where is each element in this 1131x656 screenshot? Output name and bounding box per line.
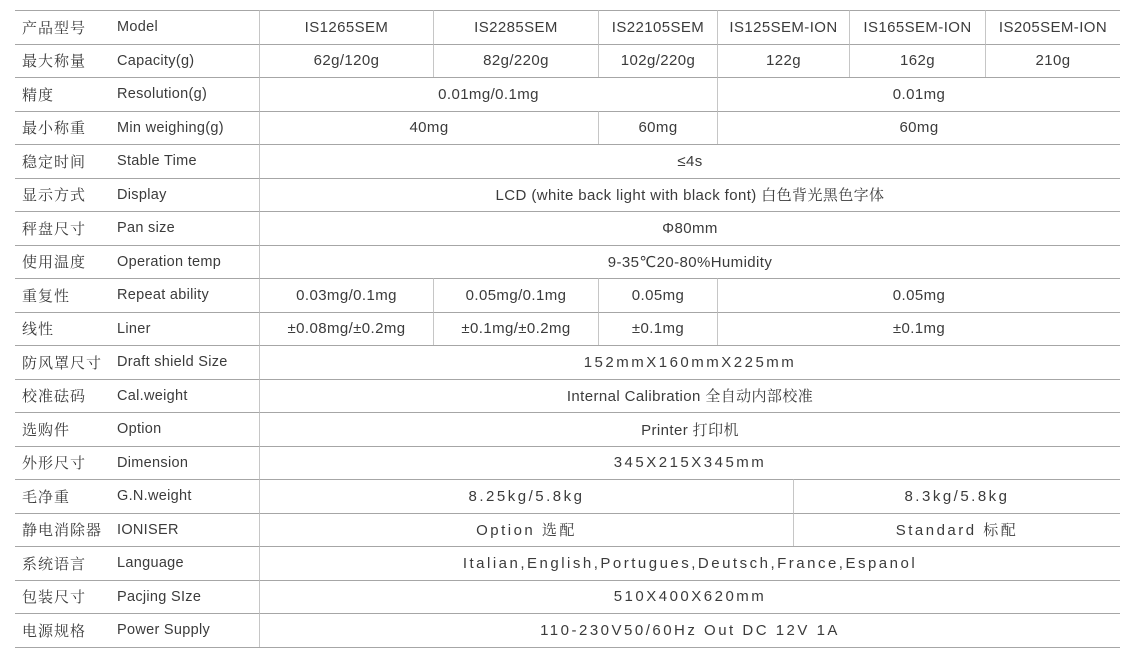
- spec-value-cell: ≤4s: [259, 144, 1120, 178]
- spec-value-cell: 0.01mg: [717, 77, 1120, 111]
- row-label: [15, 10, 259, 44]
- spec-value-cell: ±0.1mg/±0.2mg: [433, 312, 598, 346]
- row-label-english: Operation temp: [117, 253, 222, 270]
- row-label: [15, 44, 259, 78]
- row-label-chinese: 精度: [22, 86, 55, 104]
- row-label: [15, 211, 259, 245]
- spec-value-cell: 60mg: [717, 111, 1120, 145]
- row-label-english: Cal.weight: [117, 387, 188, 404]
- row-label-chinese: 包装尺寸: [22, 589, 87, 607]
- spec-value-cell: Printer 打印机: [259, 412, 1120, 446]
- row-label-chinese: 重复性: [22, 287, 71, 305]
- row-label: [15, 345, 259, 379]
- row-label-english: G.N.weight: [117, 488, 192, 505]
- spec-value-cell: 40mg: [259, 111, 598, 145]
- spec-value-cell: 0.05mg/0.1mg: [433, 278, 598, 312]
- spec-value-cell: 122g: [717, 44, 849, 78]
- row-label: [15, 613, 259, 647]
- row-label-english: Display: [117, 186, 167, 203]
- spec-value-cell: Internal Calibration 全自动内部校准: [259, 379, 1120, 413]
- spec-value-cell: Standard 标配: [793, 513, 1120, 547]
- row-label: [15, 144, 259, 178]
- row-label-english: Resolution(g): [117, 86, 208, 103]
- row-label: [15, 580, 259, 614]
- row-label-english: Capacity(g): [117, 52, 195, 69]
- row-label-english: Stable Time: [117, 153, 197, 170]
- spec-value-cell: 510X400X620mm: [259, 580, 1120, 614]
- row-label-english: Option: [117, 421, 162, 438]
- spec-value-cell: 110-230V50/60Hz Out DC 12V 1A: [259, 613, 1120, 647]
- row-label-english: IONISER: [117, 521, 179, 538]
- row-label: [15, 479, 259, 513]
- spec-value-cell: 0.01mg/0.1mg: [259, 77, 717, 111]
- spec-value-cell: 8.3kg/5.8kg: [793, 479, 1120, 513]
- spec-sheet: [15, 10, 1120, 648]
- spec-value-cell: IS165SEM-ION: [849, 10, 985, 44]
- row-label-chinese: 选购件: [22, 421, 71, 439]
- spec-value-cell: ±0.1mg: [717, 312, 1120, 346]
- row-label-chinese: 产品型号: [22, 19, 87, 37]
- row-label-chinese: 使用温度: [22, 254, 87, 272]
- row-label-chinese: 外形尺寸: [22, 455, 87, 473]
- row-label-chinese: 稳定时间: [22, 153, 87, 171]
- spec-value-cell: ±0.08mg/±0.2mg: [259, 312, 433, 346]
- row-label-english: Power Supply: [117, 622, 211, 639]
- row-label-english: Language: [117, 555, 184, 572]
- spec-value-cell: LCD (white back light with black font) 白色背光黑色字体: [259, 178, 1120, 212]
- row-label: [15, 245, 259, 279]
- row-label-chinese: 显示方式: [22, 187, 87, 205]
- row-label-chinese: 毛净重: [22, 488, 71, 506]
- spec-value-cell: 8.25kg/5.8kg: [259, 479, 793, 513]
- row-label-english: Model: [117, 19, 158, 36]
- row-label: [15, 178, 259, 212]
- spec-value-cell: 345X215X345mm: [259, 446, 1120, 480]
- spec-value-cell: 62g/120g: [259, 44, 433, 78]
- spec-value-cell: 0.05mg: [598, 278, 717, 312]
- row-label-english: Dimension: [117, 454, 189, 471]
- spec-value-cell: 60mg: [598, 111, 717, 145]
- row-label-chinese: 电源规格: [22, 622, 87, 640]
- row-label-english: Pan size: [117, 220, 176, 237]
- row-label-english: Min weighing(g): [117, 119, 224, 136]
- row-label: [15, 77, 259, 111]
- row-label: [15, 446, 259, 480]
- row-label: [15, 513, 259, 547]
- spec-table: [15, 10, 1120, 648]
- spec-value-cell: 162g: [849, 44, 985, 78]
- row-label: [15, 111, 259, 145]
- row-label: [15, 278, 259, 312]
- spec-value-cell: IS22105SEM: [598, 10, 717, 44]
- spec-value-cell: 9-35℃20-80%Humidity: [259, 245, 1120, 279]
- spec-value-cell: 0.03mg/0.1mg: [259, 278, 433, 312]
- spec-value-cell: 0.05mg: [717, 278, 1120, 312]
- spec-value-cell: 102g/220g: [598, 44, 717, 78]
- row-label-chinese: 线性: [22, 321, 55, 339]
- spec-value-cell: ±0.1mg: [598, 312, 717, 346]
- row-label: [15, 379, 259, 413]
- spec-value-cell: Italian,English,Portugues,Deutsch,France,Espanol: [259, 546, 1120, 580]
- spec-value-cell: IS125SEM-ION: [717, 10, 849, 44]
- spec-value-cell: Φ80mm: [259, 211, 1120, 245]
- row-label-chinese: 防风罩尺寸: [22, 354, 103, 372]
- row-label: [15, 546, 259, 580]
- spec-value-cell: 82g/220g: [433, 44, 598, 78]
- spec-value-cell: IS2285SEM: [433, 10, 598, 44]
- spec-value-cell: 210g: [985, 44, 1120, 78]
- spec-value-cell: IS205SEM-ION: [985, 10, 1120, 44]
- row-label-english: Draft shield Size: [117, 354, 228, 371]
- row-label-chinese: 静电消除器: [22, 522, 103, 540]
- row-label-chinese: 系统语言: [22, 555, 87, 573]
- row-label-chinese: 秤盘尺寸: [22, 220, 87, 238]
- spec-value-cell: Option 选配: [259, 513, 793, 547]
- spec-value-cell: IS1265SEM: [259, 10, 433, 44]
- row-label-english: Liner: [117, 320, 151, 337]
- row-label-english: Pacjing SIze: [117, 588, 202, 605]
- row-label: [15, 312, 259, 346]
- row-label-chinese: 最大称量: [22, 53, 87, 71]
- row-label-english: Repeat ability: [117, 287, 210, 304]
- row-label-chinese: 校准砝码: [22, 388, 87, 406]
- row-label: [15, 412, 259, 446]
- spec-value-cell: 152mmX160mmX225mm: [259, 345, 1120, 379]
- row-label-chinese: 最小称重: [22, 120, 87, 138]
